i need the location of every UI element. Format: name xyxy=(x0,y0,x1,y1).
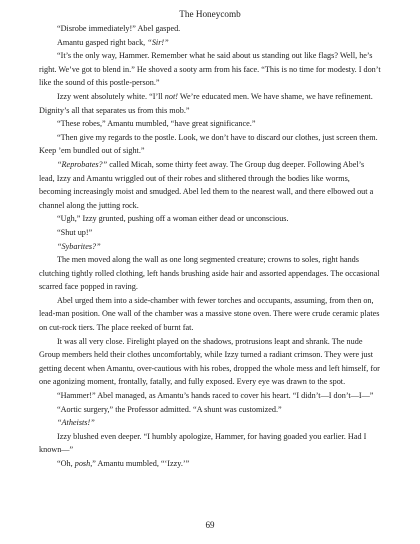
paragraph: Izzy blushed even deeper. “I humbly apologize, Hammer, for having goaded you earlier. Had I known—” xyxy=(39,431,367,455)
paragraph: “It’s the only way, Hammer. Remember what he said about us standing out like flags? Well, he’s right. We’ve got to blend in.” He shoved a sooty arm from his face. “This is no time for modesty. I don’t like the sound of this postle-person.” xyxy=(39,51,381,88)
paragraph: “These robes,” Amantu mumbled, “have great significance.” xyxy=(57,119,256,129)
paragraph: “Ugh,” Izzy grunted, pushing off a woman either dead or unconscious. xyxy=(57,214,289,224)
paragraph: “Shut up!” xyxy=(57,227,93,237)
paragraph: The men moved along the wall as one long segmented creature; crowns to soles, right hands clutching tightly rolled clothing, left hands brushing aside hair and assorted appendages. The occasional scarred face popped in raving. xyxy=(39,255,380,292)
paragraph: “Then give my regards to the postle. Look, we don’t have to discard our clothes, just screen them. Keep ’em bundled out of sight.” xyxy=(39,132,378,156)
running-header: The Honeycomb xyxy=(179,9,241,19)
paragraph: It was all very close. Firelight played on the shadows, protrusions leapt and shrank. The nude Group members held their clothes uncomfortably, while Izzy turned a radiant crimson. They were just getting decent when Amantu, over-cautious with his robes, dropped the whole mess and left himself, for one agonizing moment, frontally, fatally, and fully exposed. Every eye was drawn to the spot. xyxy=(39,336,380,387)
paragraph: “Sybarites?” xyxy=(57,241,101,251)
paragraph: Amantu gasped right back, “Sir!” xyxy=(57,37,169,47)
page-body xyxy=(39,22,381,471)
paragraph: “Oh, posh,” Amantu mumbled, “‘Izzy.’” xyxy=(57,459,190,468)
paragraph: “Aortic surgery,” the Professor admitted. “A shunt was customized.” xyxy=(57,404,282,414)
paragraph: “Disrobe immediately!” Abel gasped. xyxy=(57,24,181,33)
paragraph: “Hammer!” Abel managed, as Amantu’s hands raced to cover his heart. “I didn’t—I don’t—I—” xyxy=(57,391,374,401)
paragraph: Abel urged them into a side-chamber with fewer torches and occupants, assuming, from then on, lead-man position. One wall of the chamber was a massive stone oven. There were crude ceramic plates on cut-rock tiers. The place reeked of burnt fat. xyxy=(39,295,380,333)
paragraph: “Reprobates?” called Micah, some thirty feet away. The Group dug deeper. Following Abel’s lead, Izzy and Amantu wriggled out of their robes and slithered through the bodies like worms, becoming increasingly moist and smudged. Abel led them to the nearest wall, and there elbowed out a channel along the jutting rock. xyxy=(39,159,374,210)
paragraph: Izzy went absolutely white. “I’ll not! We’re educated men. We have shame, we have refinement. Dignity’s all that separates us from this mob.” xyxy=(39,91,373,115)
page-number: 69 xyxy=(205,520,215,530)
paragraph: “Atheists!” xyxy=(57,418,95,428)
